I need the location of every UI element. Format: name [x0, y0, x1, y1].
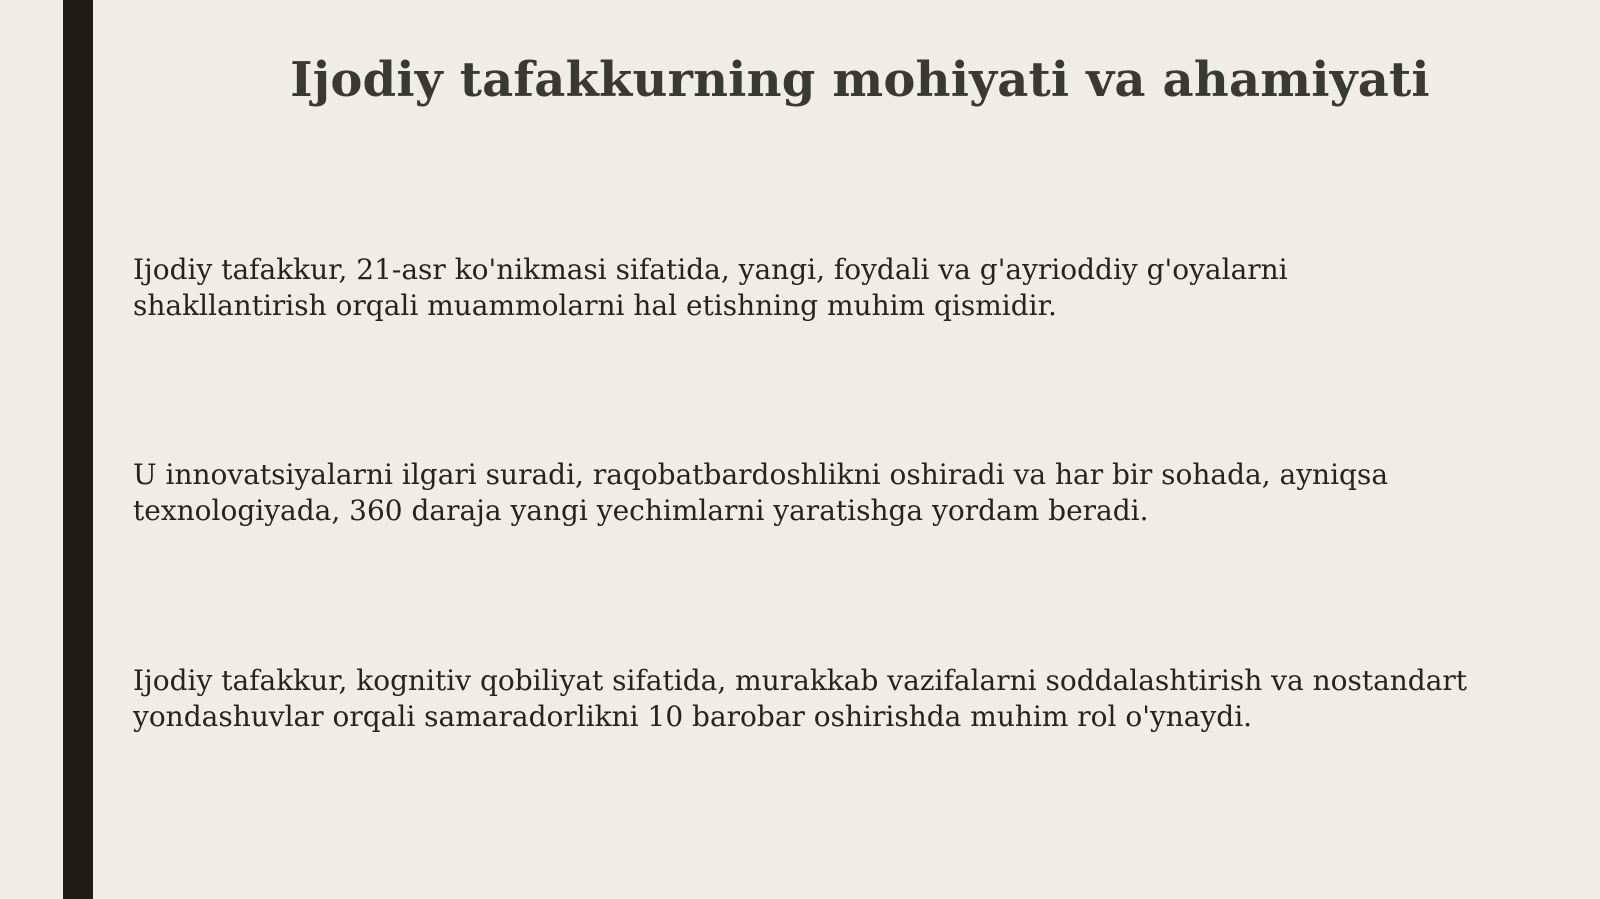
- paragraph-2-line-2: texnologiyada, 360 daraja yangi yechimlarni yaratishga yordam beradi.: [133, 494, 1149, 527]
- paragraph-3-line-2: yondashuvlar orqali samaradorlikni 10 barobar oshirishda muhim rol o'ynaydi.: [133, 700, 1253, 733]
- paragraph-1-line-2: shakllantirish orqali muammolarni hal etishning muhim qismidir.: [133, 289, 1057, 322]
- slide-title: Ijodiy tafakkurning mohiyati va ahamiyati: [290, 52, 1430, 108]
- paragraph-2: [133, 457, 1553, 529]
- paragraph-1: [133, 252, 1553, 324]
- paragraph-1-line-1: Ijodiy tafakkur, 21-asr ko'nikmasi sifatida, yangi, foydali va g'ayrioddiy g'oyalarni: [133, 253, 1288, 286]
- paragraph-3: [133, 663, 1553, 735]
- paragraph-3-line-1: Ijodiy tafakkur, kognitiv qobiliyat sifatida, murakkab vazifalarni soddalashtirish va nostandart: [133, 664, 1468, 697]
- accent-bar: [63, 0, 93, 899]
- paragraph-2-line-1: U innovatsiyalarni ilgari suradi, raqobatbardoshlikni oshiradi va har bir sohada, ayniqsa: [133, 458, 1389, 491]
